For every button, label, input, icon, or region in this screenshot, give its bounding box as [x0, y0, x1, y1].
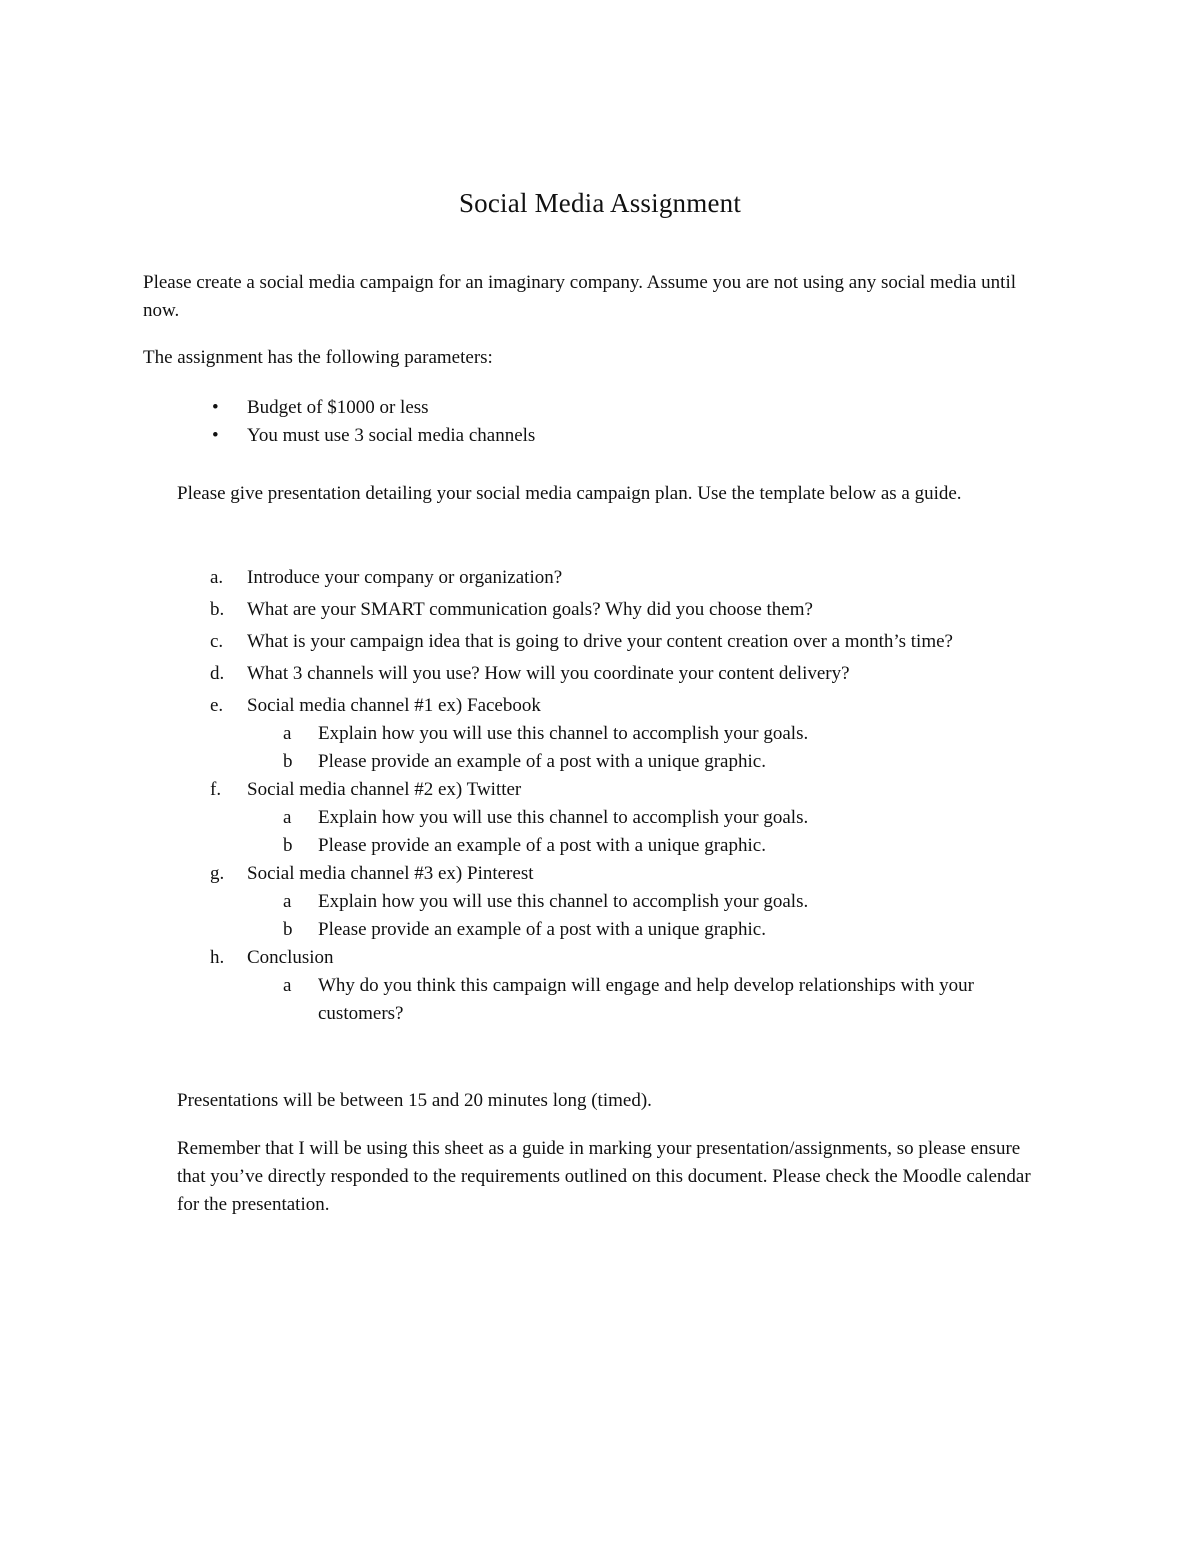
parameters-list — [212, 394, 1012, 450]
list-text: What 3 channels will you use? How will you coordinate your content delivery? — [247, 663, 850, 684]
sub-list — [283, 804, 1040, 860]
sub-list-text: Please provide an example of a post with a unique graphic. — [318, 919, 766, 940]
list-item — [210, 692, 1040, 720]
list-text: What is your campaign idea that is going to drive your content creation over a month’s time? — [247, 631, 953, 652]
list-marker: c. — [210, 631, 224, 652]
intro-paragraph: Please create a social media campaign for an imaginary company. Assume you are not using any social media until now. — [143, 272, 1017, 321]
list-text: Introduce your company or organization? — [247, 567, 563, 588]
time-note: Presentations will be between 15 and 20 minutes long (timed). — [177, 1090, 652, 1111]
parameters-heading: The assignment has the following parameters: — [143, 347, 493, 368]
list-item — [212, 394, 1012, 422]
closing-paragraph: Remember that I will be using this sheet as a guide in marking your presentation/assignments, so please ensure that you’ve directly responded to the requirements outlined on this document. Please check the Moodle calendar for the presentation. — [177, 1138, 1031, 1215]
sub-list — [283, 888, 1040, 944]
list-item — [210, 860, 1040, 888]
list-item — [212, 422, 1012, 450]
sub-list-item — [283, 972, 1040, 1028]
sub-list-item — [283, 720, 1040, 748]
list-marker: d. — [210, 663, 225, 684]
list-item — [210, 628, 1040, 656]
page-title: Social Media Assignment — [458, 188, 742, 218]
sub-list — [283, 972, 1040, 1028]
list-item — [210, 660, 1040, 688]
list-item — [210, 596, 1040, 624]
list-text: Social media channel #1 ex) Facebook — [247, 695, 541, 716]
list-marker: e. — [210, 695, 224, 716]
sub-list-marker: a — [283, 723, 292, 744]
bullet-icon: • — [212, 397, 219, 418]
sub-list-marker: b — [283, 751, 293, 772]
sub-list-text: Please provide an example of a post with a unique graphic. — [318, 835, 766, 856]
list-marker: g. — [210, 863, 225, 884]
sub-list-text: Please provide an example of a post with a unique graphic. — [318, 751, 766, 772]
sub-list-item — [283, 748, 1040, 776]
list-text: Social media channel #2 ex) Twitter — [247, 779, 522, 800]
sub-list-text: Explain how you will use this channel to accomplish your goals. — [318, 807, 809, 828]
list-text: What are your SMART communication goals? Why did you choose them? — [247, 599, 813, 620]
list-marker: h. — [210, 947, 225, 968]
list-item — [210, 776, 1040, 804]
sub-list-item — [283, 832, 1040, 860]
sub-list-marker: a — [283, 891, 292, 912]
sub-list-item — [283, 888, 1040, 916]
list-marker: f. — [210, 779, 222, 800]
sub-list-text: Explain how you will use this channel to accomplish your goals. — [318, 723, 809, 744]
sub-list-text: Why do you think this campaign will engage and help develop relationships with your customers? — [318, 975, 974, 1024]
sub-list — [283, 720, 1040, 776]
bullet-text: You must use 3 social media channels — [247, 425, 536, 446]
list-marker: a. — [210, 567, 224, 588]
sub-list-text: Explain how you will use this channel to accomplish your goals. — [318, 891, 809, 912]
sub-list-item — [283, 916, 1040, 944]
list-item — [210, 944, 1040, 972]
presentation-instructions: Please give presentation detailing your social media campaign plan. Use the template below as a guide. — [177, 483, 962, 504]
list-text: Conclusion — [247, 947, 334, 968]
sub-list-marker: b — [283, 919, 293, 940]
bullet-text: Budget of $1000 or less — [247, 397, 429, 418]
list-text: Social media channel #3 ex) Pinterest — [247, 863, 534, 884]
sub-list-marker: a — [283, 807, 292, 828]
sub-list-marker: a — [283, 975, 292, 996]
template-list — [210, 564, 1040, 1028]
list-item — [210, 564, 1040, 592]
list-marker: b. — [210, 599, 225, 620]
bullet-icon: • — [212, 425, 219, 446]
sub-list-item — [283, 804, 1040, 832]
sub-list-marker: b — [283, 835, 293, 856]
